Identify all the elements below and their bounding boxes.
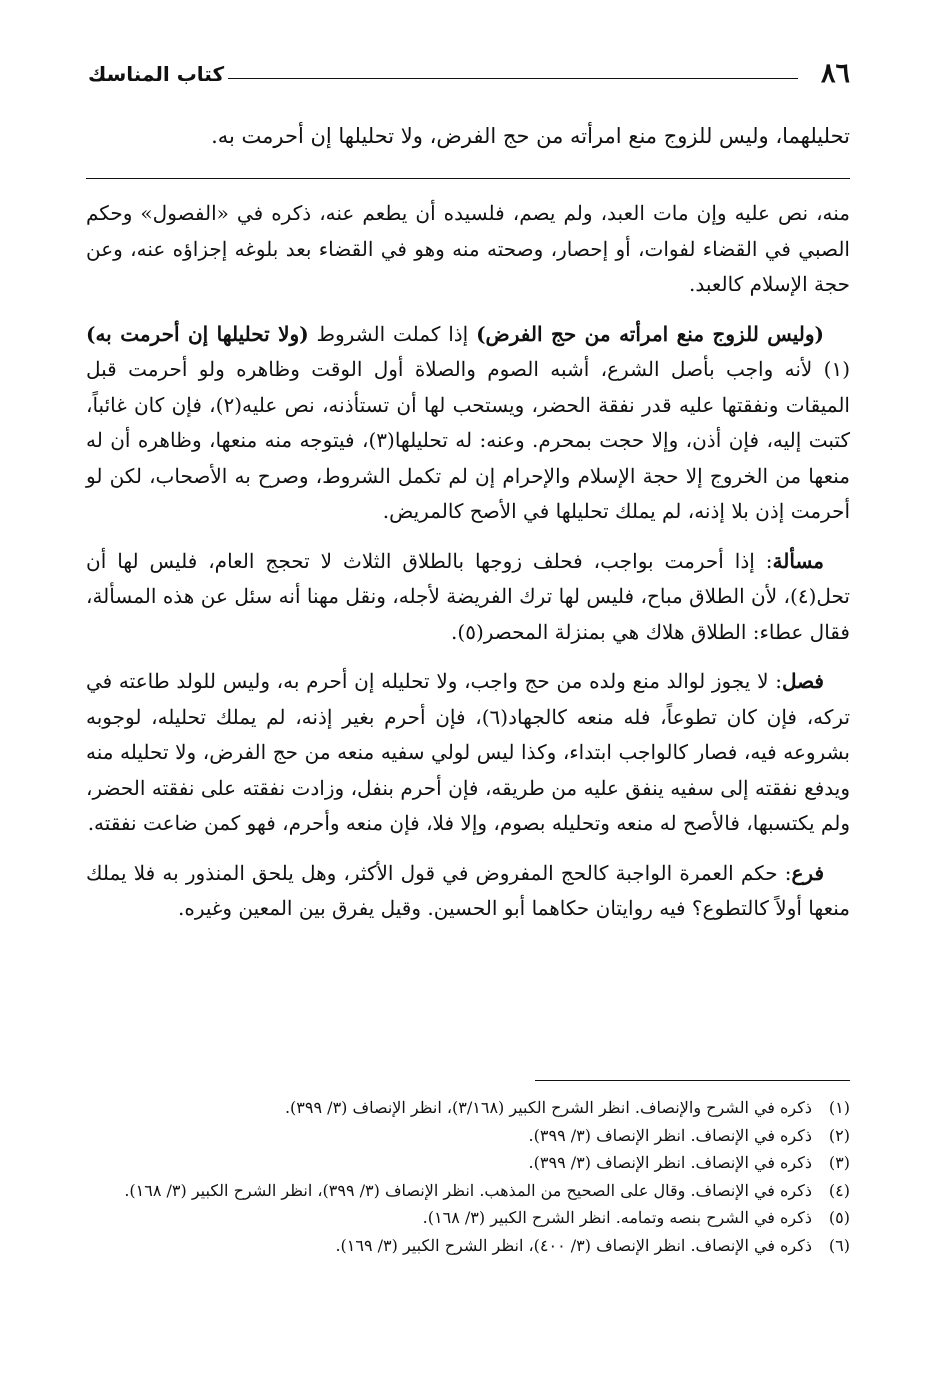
section-label: مسألة [772,548,824,573]
paragraph-masala: مسألة: إذا أحرمت بواجب، فحلف زوجها بالطلاق الثلاث لا تحجج العام، فليس لها أن تحل(٤)، لأن الطلاق مباح، فليس لها ترك الفريضة لأجله، ونقل مهنا أنه سئل عن هذه المسألة، فقال عطاء: الطلاق هلاك هي بمنزلة المحصر(٥). [86,548,850,644]
sharh-commentary [86,196,850,941]
footnote: (٦) ذكره في الإنصاف. انظر الإنصاف (٣/ ٤٠٠)، انظر الشرح الكبير (٣/ ١٦٩). [335,1235,850,1255]
paragraph-2: (وليس للزوج منع امرأته من حج الفرض) إذا كملت الشروط (ولا تحليلها إن أحرمت به)(١) لأنه واجب بأصل الشرع، أشبه الصوم والصلاة أول الوقت وظاهره ولو أحرمت قبل الميقات ونفقتها عليه قدر نفقة الحضر، ويستحب لها أن تستأذنه، نص عليه(٢)، فإن كان غائباً، كتبت إليه، فإن أذن، وإلا حجت بمحرم. وعنه: له تحليلها(٣)، فيتوجه منه منعها، وظاهره أن له منعها من الخروج إلا حجة الإسلام والإحرام إن لم تكمل الشروط، وصرح به الأصحاب، لكن لو أحرمت إذن بلا إذنه، لم يملك تحليلها في الأصح كالمريض. [86,321,850,523]
footnote-separator [535,1080,850,1081]
matn-quote: (وليس للزوج منع امرأته من حج الفرض) [476,321,825,346]
matn-text: تحليلهما، وليس للزوج منع امرأته من حج الفرض، ولا تحليلها إن أحرمت به. [211,124,850,148]
footnote: (١) ذكره في الشرح والإنصاف. انظر الشرح الكبير (٣/١٦٨)، انظر الإنصاف (٣/ ٣٩٩). [284,1098,850,1117]
matn-quote: (ولا تحليلها إن أحرمت به) [86,321,309,346]
paragraph-far: فرع: حكم العمرة الواجبة كالحج المفروض في قول الأكثر، وهل يلحق المنذور به فلا يملك منعها أولاً كالتطوع؟ فيه روايتان حكاهما أبو الحسين. وقيل يفرق بين المعين وغيره. [86,860,850,920]
running-title: كتاب المناسك [88,62,225,86]
page-header [88,58,850,92]
section-label: فصل [781,669,824,693]
page-number: ٨٦ [820,58,850,89]
footnotes [86,1094,850,1259]
paragraph-fasl: فصل: لا يجوز لوالد منع ولده من حج واجب، ولا تحليله إن أحرم به، وليس للولد طاعته في تركه، فإن كان تطوعاً، فله منعه كالجهاد(٦)، فإن أحرم بغير إذنه، لم يملك تحليله، لوجوبه بشروعه فيه، فصار كالواجب ابتداء، وكذا ليس لولي سفيه منعه من حج الفرض، ولا تحليله منه ويدفع نفقته إلى سفيه ينفق عليه من طريقه، فإن أحرم بنفل، وزادت نفقته على نفقته الحضر، ولم يكتسبها، فالأصح له منعه وتحليله بصوم، وإلا فلا، فإن منعه وأحرم، فهو كمن ضاعت نفقته. [86,669,851,835]
footnote: (٣) ذكره في الإنصاف. انظر الإنصاف (٣/ ٣٩٩). [528,1153,850,1172]
section-label: فرع [791,860,824,885]
paragraph-1: منه، نص عليه وإن مات العبد، ولم يصم، فلسيده أن يطعم عنه، ذكره في «الفصول» وحكم الصبي في القضاء لفوات، أو إحصار، وصحته منه وهو في القضاء بعد بلوغه إجزاؤه عنه، وعن حجة الإسلام كالعبد. [86,201,850,296]
header-rule [228,78,798,79]
footnote: (٥) ذكره في الشرح بنصه وتمامه. انظر الشرح الكبير (٣/ ١٦٨). [422,1208,850,1227]
matn-separator [86,178,850,179]
footnote: (٤) ذكره في الإنصاف. وقال على الصحيح من المذهب. انظر الإنصاف (٣/ ٣٩٩)، انظر الشرح الكبير (٣/ ١٦٨). [124,1180,850,1200]
footnote: (٢) ذكره في الإنصاف. انظر الإنصاف (٣/ ٣٩٩). [528,1125,850,1145]
